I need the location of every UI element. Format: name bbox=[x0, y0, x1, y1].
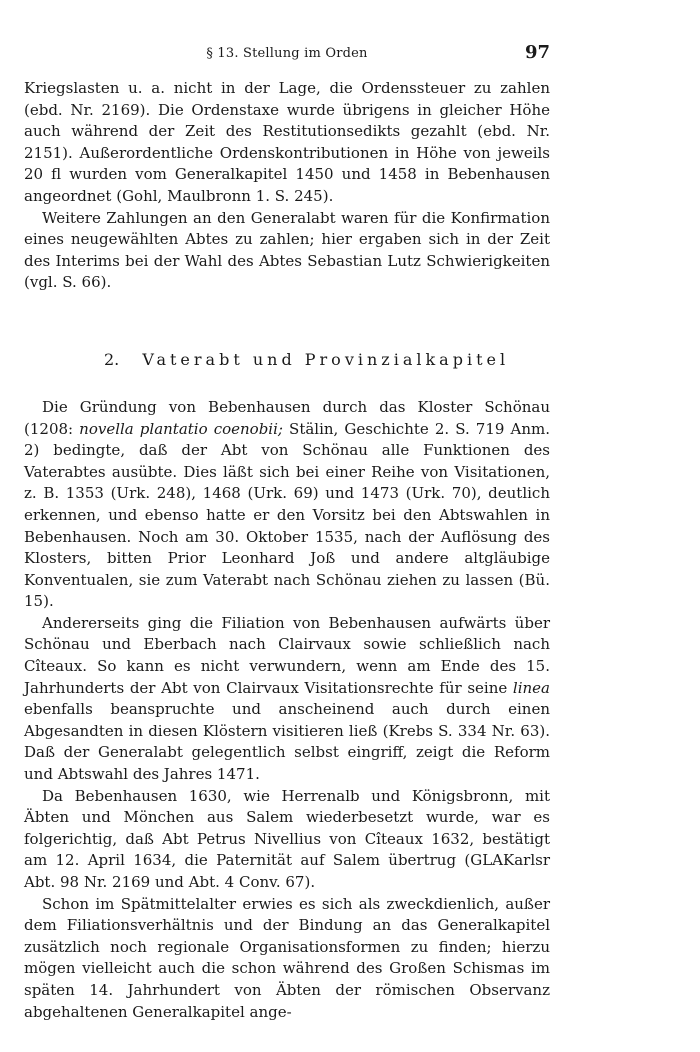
paragraph-4-rest: ebenfalls beanspruchte und anscheinend auch durch einen Abgesandten in diesen Klöstern visitieren ließ (Krebs S. 334 Nr. 63). Daß der Generalabt gelegentlich selbst eingriff, zeigt die Reform und Abtswahl des Jahres 1471. bbox=[24, 700, 550, 784]
paragraph-3-lead: Die Gründung von Bebenhausen durch das Kloster Schönau (1208: bbox=[24, 397, 550, 438]
paragraph-1: Kriegslasten u. a. nicht in der Lage, die Ordenssteuer zu zahlen (ebd. Nr. 2169). Die Ordenstaxe wurde übrigens in gleicher Höhe auch während der Zeit des Restitutionsedikts gezahlt (ebd. Nr. 2151). Außerordentliche Ordenskontributionen in Höhe von jeweils 20 fl wurden vom Generalkapitel 1450 und 1458 in Bebenhausen angeordnet (Gohl, Maulbronn 1. S. 245). bbox=[24, 79, 550, 205]
section-title: Vaterabt und Provinzialkapitel bbox=[142, 349, 510, 369]
section-number: 2. bbox=[104, 349, 120, 369]
paragraph-5: Da Bebenhausen 1630, wie Herrenalb und Königsbronn, mit Äbten und Mönchen aus Salem wiederbesetzt wurde, war es folgerichtig, daß Abt Petrus Nivellius von Cîteaux 1632, bestätigt am 12. April 1634, die Paternität auf Salem übertrug (GLAKarlsr Abt. 98 Nr. 2169 und Abt. 4 Conv. 67). bbox=[24, 786, 550, 891]
paragraph-3-rest: Stälin, Geschichte 2. S. 719 Anm. 2) bedingte, daß der Abt von Schönau alle Funktionen des Vaterabtes ausübte. Dies läßt sich bei einer Reihe von Visitationen, z. B. 1353 (Urk. 248), 1468 (Urk. 69) und 1473 (Urk. 70), deutlich erkennen, und ebenso hatte er den Vorsitz bei den Abtswahlen in Bebenhausen. Noch am 30. Oktober 1535, nach der Auflösung des Klosters, bitten Prior Leonhard Joß und andere altgläubige Konventualen, sie zum Vaterabt nach Schönau ziehen zu lassen (Bü. 15). bbox=[24, 419, 550, 611]
paragraph-2: Weitere Zahlungen an den Generalabt waren für die Konfirmation eines neugewählten Abtes zu zahlen; hier ergaben sich in der Zeit des Interims bei der Wahl des Abtes Sebastian Lutz Schwierigkeiten (vgl. S. 66). bbox=[24, 208, 550, 292]
paragraph-3-italic: novella plantatio coenobii; bbox=[79, 419, 283, 438]
paragraph-4 bbox=[24, 613, 550, 786]
running-title: § 13. Stellung im Orden bbox=[206, 46, 368, 61]
section-heading bbox=[104, 350, 550, 369]
book-page bbox=[24, 42, 550, 1023]
paragraph-4-italic: linea bbox=[512, 678, 550, 697]
running-head bbox=[24, 42, 550, 70]
paragraph-6: Schon im Spätmittelalter erwies es sich als zweckdienlich, außer dem Filiationsverhältnis und der Bindung an das Generalkapitel zusätzlich noch regionale Organisationsformen zu finden; hierzu mögen vielleicht auch die schon während des Großen Schismas im späten 14. Jahrhundert von Äbten der römischen Observanz abgehaltenen Generalkapitel ange- bbox=[24, 894, 550, 1021]
paragraph-4-lead: Andererseits ging die Filiation von Bebenhausen aufwärts über Schönau und Eberbach nach Clairvaux sowie schließlich nach Cîteaux. So kann es nicht verwundern, wenn am Ende des 15. Jahrhunderts der Abt von Clairvaux Visitationsrechte für seine bbox=[24, 613, 550, 697]
paragraph-3 bbox=[24, 397, 550, 613]
page-number: 97 bbox=[524, 42, 550, 63]
